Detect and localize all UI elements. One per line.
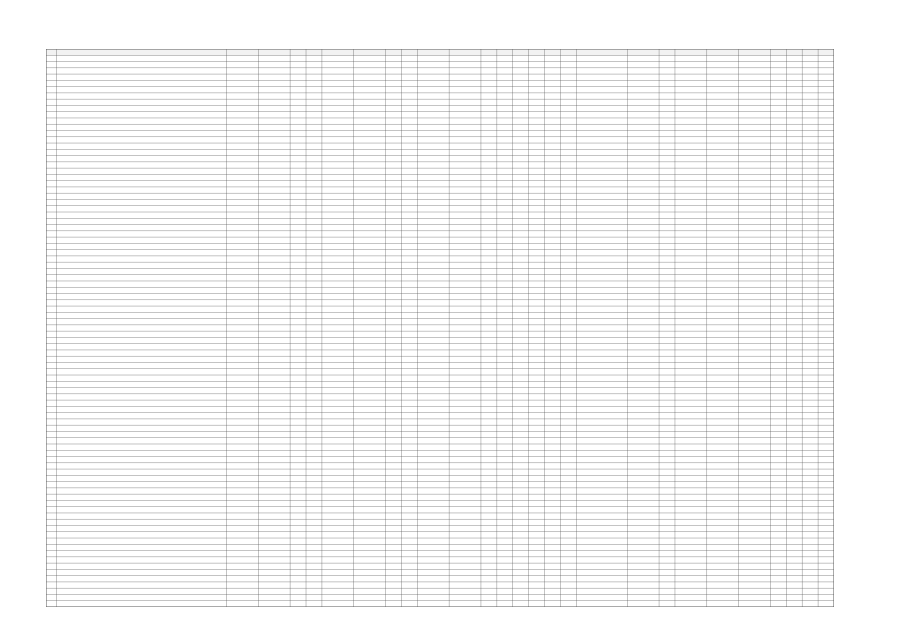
data-table [46, 49, 834, 607]
header-band [46, 49, 834, 55]
table-border [46, 49, 834, 607]
table-grid [46, 49, 834, 607]
